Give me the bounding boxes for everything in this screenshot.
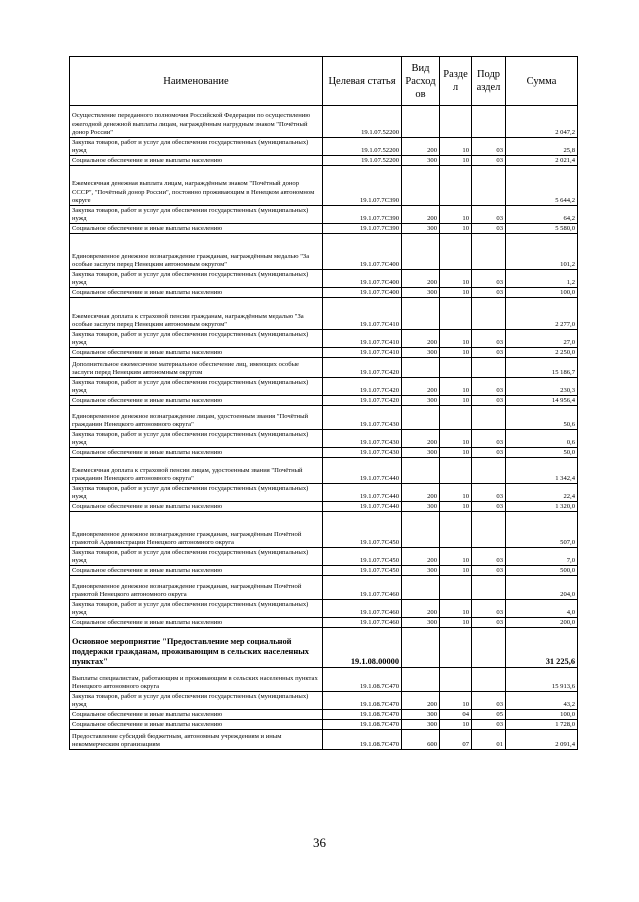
table-row: [70, 576, 578, 600]
row-podrazdel: [472, 406, 506, 430]
row-target-code: 19.1.07.52200: [323, 106, 402, 138]
row-target-code: 19.1.08.7С470: [323, 710, 402, 720]
row-vid: 200: [402, 430, 440, 448]
row-name: Предоставление субсидий бюджетным, автономным учреждениям и иным некоммерческим организациям: [70, 730, 323, 750]
row-sum: 1,2: [506, 270, 578, 288]
row-sum: 50,6: [506, 406, 578, 430]
header-name: Наименование: [70, 57, 323, 106]
row-razdel: 10: [440, 692, 472, 710]
row-razdel: 10: [440, 600, 472, 618]
row-razdel: 10: [440, 430, 472, 448]
row-razdel: 07: [440, 730, 472, 750]
table-row: [70, 270, 578, 288]
row-podrazdel: 03: [472, 348, 506, 358]
row-podrazdel: [472, 358, 506, 378]
row-razdel: [440, 668, 472, 692]
row-razdel: [440, 628, 472, 668]
row-vid: [402, 628, 440, 668]
row-vid: 300: [402, 720, 440, 730]
row-name: Закупка товаров, работ и услуг для обеспечения государственных (муниципальных) нужд: [70, 330, 323, 348]
table-row: [70, 448, 578, 458]
table-row: [70, 720, 578, 730]
row-sum: 230,3: [506, 378, 578, 396]
budget-table-page: [69, 56, 577, 750]
row-name: Выплаты специалистам, работающим и проживающим в сельских населенных пунктах Ненецкого автономного округа: [70, 668, 323, 692]
row-target-code: 19.1.07.7С390: [323, 224, 402, 234]
table-row: [70, 406, 578, 430]
header-podrazdel: Подр аздел: [472, 57, 506, 106]
row-vid: 600: [402, 730, 440, 750]
row-vid: 200: [402, 548, 440, 566]
row-name: Социальное обеспечение и иные выплаты населению: [70, 348, 323, 358]
row-sum: 43,2: [506, 692, 578, 710]
table-row: [70, 566, 578, 576]
row-vid: [402, 166, 440, 206]
row-sum: 1 728,0: [506, 720, 578, 730]
row-name: Единовременное денежное вознаграждение гражданам, награждённым Почётной грамотой Ненецкого автономного округа: [70, 576, 323, 600]
row-razdel: 10: [440, 448, 472, 458]
row-sum: 2 047,2: [506, 106, 578, 138]
row-vid: [402, 576, 440, 600]
table-row: [70, 224, 578, 234]
row-vid: [402, 234, 440, 270]
row-name: Социальное обеспечение и иные выплаты населению: [70, 618, 323, 628]
row-name: Закупка товаров, работ и услуг для обеспечения государственных (муниципальных) нужд: [70, 484, 323, 502]
row-target-code: 19.1.07.7С460: [323, 600, 402, 618]
row-razdel: 10: [440, 378, 472, 396]
row-podrazdel: [472, 628, 506, 668]
table-body: [70, 106, 578, 750]
page-number: 36: [313, 835, 326, 850]
row-razdel: [440, 166, 472, 206]
row-target-code: 19.1.08.7С470: [323, 730, 402, 750]
row-vid: 200: [402, 600, 440, 618]
row-sum: 31 225,6: [506, 628, 578, 668]
row-sum: 2 091,4: [506, 730, 578, 750]
row-target-code: 19.1.07.7С400: [323, 270, 402, 288]
row-target-code: 19.1.07.7С440: [323, 484, 402, 502]
row-vid: 200: [402, 330, 440, 348]
table-row: [70, 298, 578, 330]
row-target-code: 19.1.07.7С460: [323, 618, 402, 628]
row-name: Социальное обеспечение и иные выплаты населению: [70, 448, 323, 458]
table-row: [70, 600, 578, 618]
row-podrazdel: 03: [472, 138, 506, 156]
row-podrazdel: [472, 298, 506, 330]
row-target-code: 19.1.07.7С420: [323, 396, 402, 406]
row-podrazdel: [472, 234, 506, 270]
row-razdel: [440, 512, 472, 548]
row-name: Социальное обеспечение и иные выплаты населению: [70, 502, 323, 512]
row-vid: 300: [402, 618, 440, 628]
row-razdel: [440, 358, 472, 378]
table-row: [70, 710, 578, 720]
row-name: Ежемесячная доплата к страховой пенсии лицам, удостоенным звания "Почётный гражданин Ненецкого автономного округа": [70, 458, 323, 484]
row-podrazdel: 05: [472, 710, 506, 720]
row-sum: 7,0: [506, 548, 578, 566]
row-podrazdel: 03: [472, 206, 506, 224]
table-row: [70, 692, 578, 710]
row-sum: 27,0: [506, 330, 578, 348]
row-target-code: 19.1.07.7С430: [323, 406, 402, 430]
row-name: Закупка товаров, работ и услуг для обеспечения государственных (муниципальных) нужд: [70, 600, 323, 618]
row-podrazdel: 03: [472, 378, 506, 396]
row-vid: 200: [402, 270, 440, 288]
row-sum: 100,0: [506, 288, 578, 298]
row-vid: 300: [402, 348, 440, 358]
row-razdel: 10: [440, 484, 472, 502]
row-sum: 5 580,0: [506, 224, 578, 234]
table-row: [70, 166, 578, 206]
table-row: [70, 548, 578, 566]
row-razdel: 10: [440, 396, 472, 406]
row-razdel: [440, 106, 472, 138]
row-podrazdel: [472, 166, 506, 206]
row-sum: 2 277,0: [506, 298, 578, 330]
row-vid: 200: [402, 484, 440, 502]
row-podrazdel: 01: [472, 730, 506, 750]
row-target-code: 19.1.07.7С440: [323, 458, 402, 484]
row-vid: 300: [402, 288, 440, 298]
row-razdel: 10: [440, 206, 472, 224]
row-razdel: 04: [440, 710, 472, 720]
header-vid: Вид Расход ов: [402, 57, 440, 106]
row-target-code: 19.1.07.7С390: [323, 206, 402, 224]
row-target-code: 19.1.07.7С400: [323, 234, 402, 270]
row-vid: 200: [402, 206, 440, 224]
row-sum: 64,2: [506, 206, 578, 224]
row-name: Социальное обеспечение и иные выплаты населению: [70, 288, 323, 298]
table-row: [70, 106, 578, 138]
row-razdel: 10: [440, 138, 472, 156]
row-target-code: 19.1.07.7С410: [323, 330, 402, 348]
row-razdel: [440, 298, 472, 330]
row-podrazdel: 03: [472, 566, 506, 576]
row-target-code: 19.1.08.00000: [323, 628, 402, 668]
row-target-code: 19.1.08.7С470: [323, 720, 402, 730]
row-podrazdel: 03: [472, 600, 506, 618]
row-vid: [402, 512, 440, 548]
row-razdel: 10: [440, 288, 472, 298]
row-name: Социальное обеспечение и иные выплаты населению: [70, 224, 323, 234]
row-podrazdel: 03: [472, 548, 506, 566]
row-sum: 2 021,4: [506, 156, 578, 166]
row-vid: 200: [402, 138, 440, 156]
row-target-code: 19.1.07.7С410: [323, 348, 402, 358]
table-row: [70, 730, 578, 750]
row-name: Закупка товаров, работ и услуг для обеспечения государственных (муниципальных) нужд: [70, 692, 323, 710]
row-podrazdel: [472, 512, 506, 548]
row-name: Дополнительное ежемесячное материальное обеспечение лиц, имеющих особые заслуги перед Ненецким автономным округом: [70, 358, 323, 378]
table-row: [70, 668, 578, 692]
row-name: Закупка товаров, работ и услуг для обеспечения государственных (муниципальных) нужд: [70, 548, 323, 566]
row-name: Закупка товаров, работ и услуг для обеспечения государственных (муниципальных) нужд: [70, 378, 323, 396]
row-sum: 15 913,6: [506, 668, 578, 692]
row-target-code: 19.1.07.7С460: [323, 576, 402, 600]
row-podrazdel: 03: [472, 720, 506, 730]
row-vid: 300: [402, 224, 440, 234]
row-target-code: 19.1.07.7С400: [323, 288, 402, 298]
row-target-code: 19.1.07.7С430: [323, 430, 402, 448]
row-podrazdel: 03: [472, 270, 506, 288]
row-target-code: 19.1.07.7С430: [323, 448, 402, 458]
row-podrazdel: 03: [472, 618, 506, 628]
table-row: [70, 330, 578, 348]
row-name: Ежемесячная доплата к страховой пенсии гражданам, награждённым медалью "За особые заслуги перед Ненецким автономным округом": [70, 298, 323, 330]
row-razdel: 10: [440, 330, 472, 348]
row-name: Осуществление переданного полномочия Российской Федерации по осуществлению ежегодной денежной выплаты лицам, награждённым нагрудным знаком "Почётный донор России": [70, 106, 323, 138]
row-sum: 0,6: [506, 430, 578, 448]
row-vid: [402, 668, 440, 692]
row-razdel: [440, 458, 472, 484]
row-vid: [402, 298, 440, 330]
row-podrazdel: 03: [472, 448, 506, 458]
row-podrazdel: 03: [472, 224, 506, 234]
table-row: [70, 378, 578, 396]
header-target: Целевая статья: [323, 57, 402, 106]
row-sum: 204,0: [506, 576, 578, 600]
row-sum: 1 342,4: [506, 458, 578, 484]
row-sum: 15 186,7: [506, 358, 578, 378]
row-target-code: 19.1.08.7С470: [323, 692, 402, 710]
row-sum: 100,0: [506, 710, 578, 720]
table-row: [70, 348, 578, 358]
header-razdel: Разде л: [440, 57, 472, 106]
row-podrazdel: 03: [472, 692, 506, 710]
row-razdel: 10: [440, 618, 472, 628]
table-row: [70, 430, 578, 448]
row-name: Единовременное денежное вознаграждение гражданам, награждённым Почётной грамотой Администрации Ненецкого автономного округа: [70, 512, 323, 548]
row-razdel: 10: [440, 348, 472, 358]
row-vid: 200: [402, 692, 440, 710]
table-row: [70, 484, 578, 502]
row-podrazdel: 03: [472, 330, 506, 348]
row-sum: 1 320,0: [506, 502, 578, 512]
row-razdel: 10: [440, 224, 472, 234]
row-name: Закупка товаров, работ и услуг для обеспечения государственных (муниципальных) нужд: [70, 270, 323, 288]
table-row: [70, 512, 578, 548]
row-name: Основное мероприятие "Предоставление мер социальной поддержки гражданам, проживающим в сельских населенных пунктах": [70, 628, 323, 668]
table-row: [70, 156, 578, 166]
row-target-code: 19.1.07.7С420: [323, 358, 402, 378]
budget-table: [69, 56, 578, 750]
row-razdel: [440, 576, 472, 600]
row-sum: 507,0: [506, 512, 578, 548]
row-target-code: 19.1.07.7С410: [323, 298, 402, 330]
table-row: [70, 234, 578, 270]
row-vid: 200: [402, 378, 440, 396]
row-vid: [402, 406, 440, 430]
table-row: [70, 288, 578, 298]
row-sum: 200,0: [506, 618, 578, 628]
row-vid: 300: [402, 502, 440, 512]
table-row: [70, 502, 578, 512]
table-header-row: [70, 57, 578, 106]
row-podrazdel: [472, 458, 506, 484]
header-summa: Сумма: [506, 57, 578, 106]
row-target-code: 19.1.07.7С420: [323, 378, 402, 396]
row-name: Единовременное денежное вознаграждение гражданам, награждённым медалью "За особые заслуги перед Ненецким автономным округом": [70, 234, 323, 270]
row-razdel: 10: [440, 720, 472, 730]
row-podrazdel: [472, 668, 506, 692]
row-vid: [402, 458, 440, 484]
row-vid: 300: [402, 396, 440, 406]
row-target-code: 19.1.07.7С450: [323, 566, 402, 576]
row-target-code: 19.1.07.7С440: [323, 502, 402, 512]
row-podrazdel: 03: [472, 502, 506, 512]
table-row: [70, 206, 578, 224]
row-razdel: 10: [440, 270, 472, 288]
row-podrazdel: 03: [472, 156, 506, 166]
row-podrazdel: [472, 576, 506, 600]
row-name: Социальное обеспечение и иные выплаты населению: [70, 566, 323, 576]
row-podrazdel: [472, 106, 506, 138]
row-target-code: 19.1.07.52200: [323, 138, 402, 156]
row-sum: 14 956,4: [506, 396, 578, 406]
row-vid: [402, 106, 440, 138]
row-name: Закупка товаров, работ и услуг для обеспечения государственных (муниципальных) нужд: [70, 430, 323, 448]
row-sum: 500,0: [506, 566, 578, 576]
table-row: [70, 618, 578, 628]
row-name: Ежемесячная денежная выплата лицам, награждённым знаком "Почётный донор СССР", "Почётный донор России", постоянно проживающим в Ненецком автономном округе: [70, 166, 323, 206]
row-vid: 300: [402, 566, 440, 576]
row-vid: 300: [402, 710, 440, 720]
row-razdel: [440, 406, 472, 430]
table-row: [70, 138, 578, 156]
row-target-code: 19.1.07.7С450: [323, 548, 402, 566]
row-target-code: 19.1.07.7С450: [323, 512, 402, 548]
row-vid: 300: [402, 156, 440, 166]
row-name: Закупка товаров, работ и услуг для обеспечения государственных (муниципальных) нужд: [70, 206, 323, 224]
row-podrazdel: 03: [472, 288, 506, 298]
row-razdel: [440, 234, 472, 270]
row-razdel: 10: [440, 156, 472, 166]
row-target-code: 19.1.07.7С390: [323, 166, 402, 206]
row-name: Социальное обеспечение и иные выплаты населению: [70, 720, 323, 730]
row-razdel: 10: [440, 502, 472, 512]
row-sum: 2 250,0: [506, 348, 578, 358]
row-podrazdel: 03: [472, 484, 506, 502]
row-name: Социальное обеспечение и иные выплаты населению: [70, 396, 323, 406]
row-name: Единовременное денежное вознаграждение лицам, удостоенным звания "Почётный гражданин Ненецкого автономного округа": [70, 406, 323, 430]
row-name: Социальное обеспечение и иные выплаты населению: [70, 156, 323, 166]
row-vid: [402, 358, 440, 378]
row-sum: 22,4: [506, 484, 578, 502]
table-row: [70, 396, 578, 406]
row-podrazdel: 03: [472, 430, 506, 448]
row-target-code: 19.1.07.52200: [323, 156, 402, 166]
row-name: Социальное обеспечение и иные выплаты населению: [70, 710, 323, 720]
row-sum: 101,2: [506, 234, 578, 270]
row-podrazdel: 03: [472, 396, 506, 406]
table-row: [70, 458, 578, 484]
row-sum: 5 644,2: [506, 166, 578, 206]
row-vid: 300: [402, 448, 440, 458]
table-row: [70, 358, 578, 378]
row-razdel: 10: [440, 548, 472, 566]
row-sum: 4,0: [506, 600, 578, 618]
row-razdel: 10: [440, 566, 472, 576]
row-sum: 50,0: [506, 448, 578, 458]
row-name: Закупка товаров, работ и услуг для обеспечения государственных (муниципальных) нужд: [70, 138, 323, 156]
row-target-code: 19.1.08.7С470: [323, 668, 402, 692]
row-sum: 25,8: [506, 138, 578, 156]
table-row: [70, 628, 578, 668]
